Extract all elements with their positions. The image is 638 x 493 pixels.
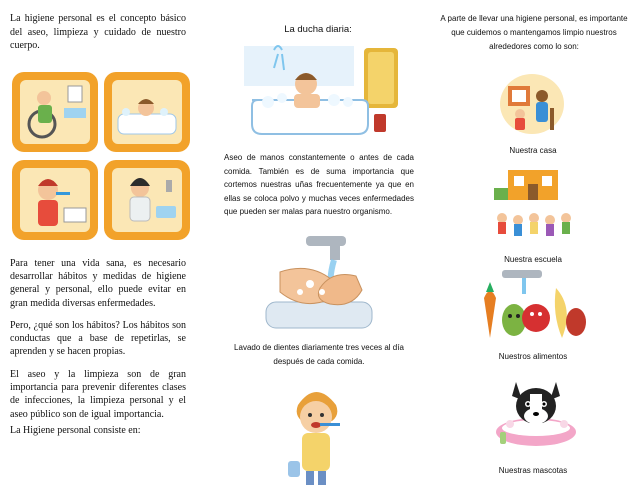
house-illustration [498, 72, 566, 136]
handwash-text: Aseo de manos constantemente o antes de cada comida. También es de suma importancia que cortemos nuestras uñas frecuentemente ya que en ellas se coloca polvo y muchas veces enfermedades que pueden ser malas para nuestro organismo. [224, 153, 414, 216]
school-label: Nuestra escuela [504, 255, 562, 264]
cleanliness-text: El aseo y la limpieza son de gran importancia para prevenir diferentes clases de infecciones, la limpieza personal y el aseo público son de igual importancia. [10, 369, 186, 420]
tile-wheelchair-wash [12, 72, 98, 152]
teeth-text: Lavado de dientes diariamente tres veces al día después de cada comida. [234, 343, 404, 366]
right-panel [428, 0, 638, 493]
tile-bath [104, 72, 190, 152]
school-illustration [488, 164, 578, 244]
shower-illustration [234, 40, 404, 140]
food-illustration [474, 268, 592, 342]
handwash-illustration [260, 232, 378, 332]
intro-text: La higiene personal es el concepto básico del aseo, limpieza y cuidado de nuestro cuerpo. [10, 13, 186, 51]
pet-illustration [490, 370, 582, 450]
habits-text: Pero, ¿qué son los hábitos? Los hábitos son conductas que a base de repetirlas, se aprenden y se hacen propias. [10, 320, 186, 358]
hygiene-tiles-illustration [8, 68, 194, 246]
healthy-life-text: Para tener una vida sana, es necesario desarrollar hábitos y medidas de higiene general y personal, ello puede evitar en gran medida diversas enfermedades. [10, 258, 186, 309]
consists-text: La Higiene personal consiste en: [10, 425, 141, 436]
shower-title: La ducha diaria: [284, 24, 352, 35]
house-label: Nuestra casa [509, 146, 557, 155]
middle-panel [212, 0, 424, 493]
tile-handwash [104, 160, 190, 240]
tile-teeth-brushing [12, 160, 98, 240]
tooth-brushing-illustration [284, 377, 348, 489]
left-panel [0, 0, 210, 493]
surroundings-intro: A parte de llevar una higiene personal, es importante que cuidemos o mantengamos limpio nuestros alrededores como lo son: [440, 14, 628, 51]
pets-label: Nuestras mascotas [498, 466, 568, 475]
food-label: Nuestros alimentos [498, 352, 568, 361]
